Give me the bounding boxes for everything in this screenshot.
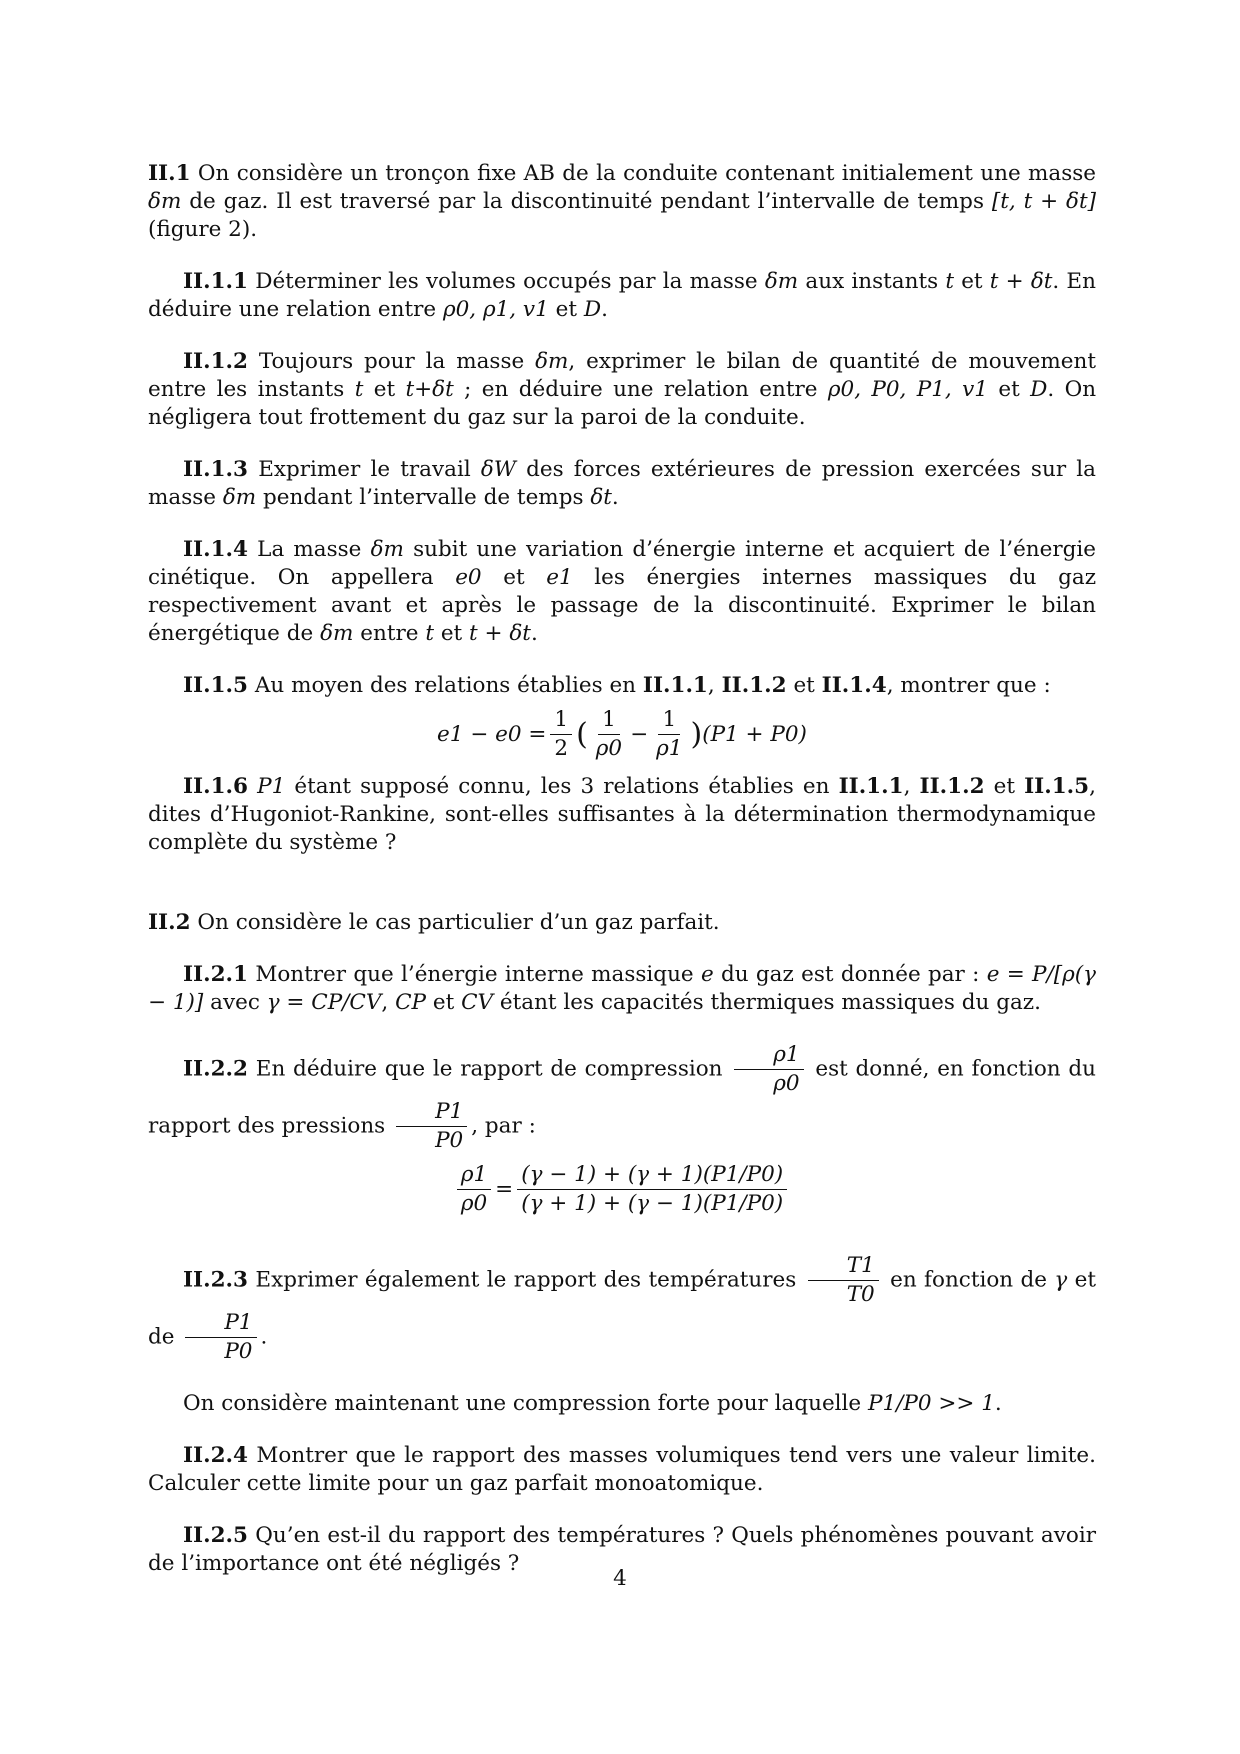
question-II1-4: II.1.4 La masse δm subit une variation d’énergie interne et acquiert de l’énergie cinétique. On appellera e0 et e1 les énergies internes massiques du gaz respectivement avant et après le passage de la discontinuité. Exprimer le bilan énergétique de δm entre t et t + δt. (148, 537, 1097, 646)
fraction-temperature-ratio: $\frac{T1}{T0}$ (808, 1252, 879, 1309)
fraction-half: $\frac{1}{2}$ (550, 706, 572, 763)
page-number: 4 (613, 1566, 627, 1591)
question-II1-1: II.1.1 Déterminer les volumes occupés par la masse δm aux instants t et t + δt. En déduire une relation entre ρ0, ρ1, v1 et D. (148, 269, 1096, 322)
question-II1-3: II.1.3 Exprimer le travail δW des forces extérieures de pression exercées sur la masse δm pendant l’intervalle de temps δt. (148, 457, 1096, 510)
fraction-pressure-ratio-2: $\frac{P1}{P0}$ (185, 1309, 256, 1366)
fraction-inv-rho1: $\frac{1}{\rho 1}$ (656, 707, 683, 761)
strong-compression-statement: On considère maintenant une compression forte pour laquelle P1/P0 >> 1. (183, 1391, 1002, 1416)
fraction-lhs: $\frac{\rho 1}{\rho 0}$ (457, 1161, 491, 1218)
fraction-pressure-ratio: $\frac{P1}{P0}$ (396, 1098, 467, 1155)
question-II2-4: II.2.4 Montrer que le rapport des masses volumiques tend vers une valeur limite. Calculer cette limite pour un gaz parfait monoatomique. (148, 1443, 1096, 1496)
document-body (148, 160, 1096, 1578)
equation-energy-balance: e1 − e0 = $\frac{1}{2}$ ( $\frac{1}{\rho 0}$ − $\frac{1}{\rho 1}$ ) (P1 + P0) (437, 707, 807, 761)
fraction-rhs: $\frac{(\gamma - 1) + (\gamma + 1)(P1/P0)}{(\gamma + 1) + (\gamma - 1)(P1/P0)}$ (517, 1161, 787, 1218)
equation-compression-ratio: $\frac{\rho 1}{\rho 0}$ = $\frac{(\gamma - 1) + (\gamma + 1)(P1/P0)}{(\gamma + 1) + (\gamma - 1)(P1/P0)}$ (148, 1161, 1096, 1218)
question-II1: II.1 On considère un tronçon fixe AB de la conduite contenant initialement une masse δm de gaz. Il est traversé par la discontinuité pendant l’intervalle de temps [t, t + δt] (figure 2). (148, 161, 1096, 242)
fraction-inv-rho0: $\frac{1}{\rho 0}$ (595, 707, 623, 761)
question-II2-5: II.2.5 Qu’en est-il du rapport des températures ? Quels phénomènes pouvant avoir de l’importance ont été négligés ? (148, 1523, 1096, 1576)
question-II1-2: II.1.2 Toujours pour la masse δm, exprimer le bilan de quantité de mouvement entre les instants t et t+δt ; en déduire une relation entre ρ0, P0, P1, v1 et D. On négligera tout frottement du gaz sur la paroi de la conduite. (148, 349, 1097, 430)
question-II2: II.2 On considère le cas particulier d’un gaz parfait. (148, 910, 720, 935)
question-II2-3: II.2.3 Exprimer également le rapport des températures $\frac{T1}{T0}$ en fonction de γ et de $\frac{P1}{P0}$ . (148, 1253, 1096, 1364)
question-II1-5: II.1.5 Au moyen des relations établies en II.1.1, II.1.2 et II.1.4, montrer que : (183, 673, 1051, 698)
question-II2-1: II.2.1 Montrer que l’énergie interne massique e du gaz est donnée par : e = P/[ρ(γ − 1)] avec γ = CP/CV, CP et CV étant les capacités thermiques massiques du gaz. (148, 962, 1097, 1015)
question-II1-6: II.1.6 P1 étant supposé connu, les 3 relations établies en II.1.1, II.1.2 et II.1.5, dites d’Hugoniot-Rankine, sont-elles suffisantes à la détermination thermodynamique complète du système ? (148, 774, 1096, 855)
fraction-rho-ratio: $\frac{\rho 1}{\rho 0}$ (734, 1041, 803, 1098)
question-II2-2: II.2.2 En déduire que le rapport de compression $\frac{\rho 1}{\rho 0}$ est donné, en fonction du rapport des pressions $\frac{P1}{P0}$ , par : (148, 1042, 1096, 1153)
